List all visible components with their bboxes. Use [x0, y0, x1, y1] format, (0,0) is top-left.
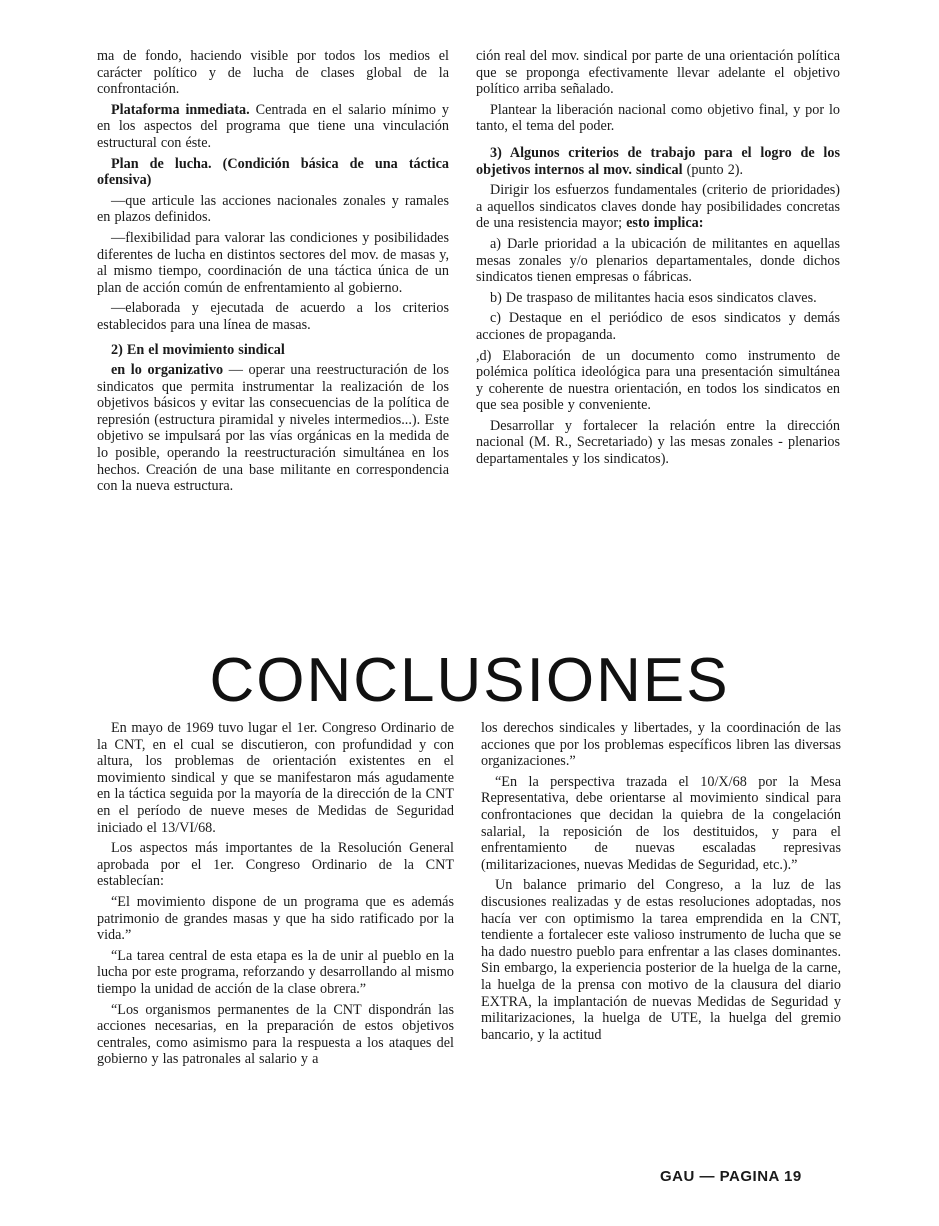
plataforma-text: Centrada en el salario mínimo y en los aspectos del programa que tiene una vinculación estructural con éste. [97, 101, 450, 151]
section-heading: 2) En el movimiento sindical [111, 341, 285, 358]
paragraph: En mayo de 1969 tuvo lugar el 1er. Congreso Ordinario de la CNT, en el cual se discutieron, con profundidad y con altura, los problemas de orientación existentes en el movimiento sindical y que se manifestaron más agudamente en la táctica seguida por la mayoría de la dirección de la CNT en el período de nueve meses de Medidas de Seguridad iniciado el 13/VI/68. [97, 720, 454, 836]
paragraph: Los aspectos más importantes de la Resolución General aprobada por el 1er. Congreso Ordinario de la CNT establecían: [97, 840, 454, 890]
list-item-c: c) Destaque en el periódico de esos sindicatos y demás acciones de propaganda. [476, 310, 840, 343]
bottom-right-column [481, 720, 841, 1047]
page-footer: GAU — PAGINA 19 [660, 1168, 802, 1185]
paragraph: ma de fondo, haciendo visible por todos los medios el carácter político y de lucha de clases global de la confrontación. [97, 48, 449, 98]
paragraph: Desarrollar y fortalecer la relación entre la dirección nacional (M. R., Secretariado) y las mesas zonales - plenarios departamentales y los sindicatos). [476, 417, 840, 468]
plan-de-lucha-heading: Plan de lucha. (Condición básica de una táctica ofensiva) [97, 155, 449, 189]
paragraph-text: Dirigir los esfuerzos fundamentales (criterio de prioridades) a aquellos sindicatos claves donde hay posibilidades concretas de una resistencia mayor; [476, 182, 840, 232]
paragraph: Un balance primario del Congreso, a la luz de las discusiones realizadas y de estas resoluciones adoptadas, nos hacía ver con optimismo la tarea emprendida en la CNT, tendiente a fortalecer este valioso instrumento de lucha que se ha dado nuestro pueblo para enfrentar a las clases dominantes. Sin embargo, la experiencia posterior de la huelga de la carne, la huelga de la prensa con motivo de la clausura del diario EXTRA, la implantación de nuevas Medidas de Seguridad y militarizaciones, la huelga de UTE, la huelga del gremio bancario, y la actitud [481, 877, 841, 1043]
quote: “Los organismos permanentes de la CNT dispondrán las acciones necesarias, en la preparación de estos objetivos centrales, como asimismo para la respuesta a los ataques del gobierno y las patronales al salario y a [97, 1001, 454, 1068]
organizativo-paragraph [97, 362, 449, 495]
section-heading-suffix: (punto 2). [682, 161, 744, 178]
paragraph: —elaborada y ejecutada de acuerdo a los criterios establecidos para una línea de masas. [97, 300, 449, 333]
bottom-left-column [97, 720, 454, 1072]
list-item-a: a) Darle prioridad a la ubicación de militantes en aquellas mesas zonales y/o plenarios departamentales, donde dichos sindicatos tienen empresas o fábricas. [476, 235, 840, 286]
plataforma-label: Plataforma inmediata. [111, 101, 250, 118]
organizativo-label: en lo organizativo [111, 362, 224, 379]
paragraph: —flexibilidad para valorar las condiciones y posibilidades diferentes de lucha en distintos sectores del mov. de masas y, al mismo tiempo, coordinación de una táctica única de un plan de acción común de enfrentamiento al gobierno. [97, 229, 449, 296]
plataforma-paragraph [97, 102, 449, 152]
quote: los derechos sindicales y libertades, y la coordinación de las acciones que por los problemas específicos libren las diversas organizaciones.” [481, 720, 841, 770]
paragraph: —que articule las acciones nacionales zonales y ramales en plazos definidos. [97, 192, 449, 226]
section-title: CONCLUSIONES [209, 646, 730, 715]
section-heading-bold: 3) Algunos criterios de trabajo para el logro de los objetivos internos al mov. sindical [476, 144, 840, 178]
organizativo-text: — operar una reestructuración de los sindicatos que permita instrumentar la realización de los objetivos básicos y evitar las consecuencias de la política de represión (estructura piramidal y niveles intermedios...). Este objetivo se impulsará por las vías orgánicas en la medida de lo posible, operando la reestructuración simultánea en los hechos. Creación de una base militante en correspondencia con la nueva estructura. [97, 362, 449, 495]
paragraph-bold: esto implica: [626, 215, 704, 232]
quote: “En la perspectiva trazada el 10/X/68 por la Mesa Representativa, debe orientarse al movimiento sindical para confrontaciones que decidan la quiebra de la congelación salarial, la reposición de los destituidos, y para el enfrentamiento de nuevas escaladas represivas (militarizaciones, nuevas Medidas de Seguridad, etc.).” [481, 773, 841, 873]
paragraph [476, 182, 840, 232]
quote: “La tarea central de esta etapa es la de unir al pueblo en la lucha por este programa, reforzando y desarrollando al mismo tiempo la unidad de acción de la clase obrera.” [97, 947, 454, 997]
paragraph: Plantear la liberación nacional como objetivo final, y por lo tanto, el tema del poder. [476, 101, 840, 135]
section-heading [476, 145, 840, 178]
list-item-d: ,d) Elaboración de un documento como instrumento de polémica política ideológica para una presentación simultánea y coherente de nuestra orientación, en todos los sindicatos en que sea posible y conveniente. [476, 347, 840, 414]
paragraph: ción real del mov. sindical por parte de una orientación política que se proponga efectivamente llevar adelante el objetivo político arriba señalado. [476, 48, 840, 98]
top-left-column [97, 48, 449, 499]
quote: “El movimiento dispone de un programa que es además patrimonio de grandes masas y que ha sido ratificado por la vida.” [97, 893, 454, 944]
list-item-b: b) De traspaso de militantes hacia esos sindicatos claves. [490, 289, 817, 306]
top-right-column [476, 48, 840, 472]
